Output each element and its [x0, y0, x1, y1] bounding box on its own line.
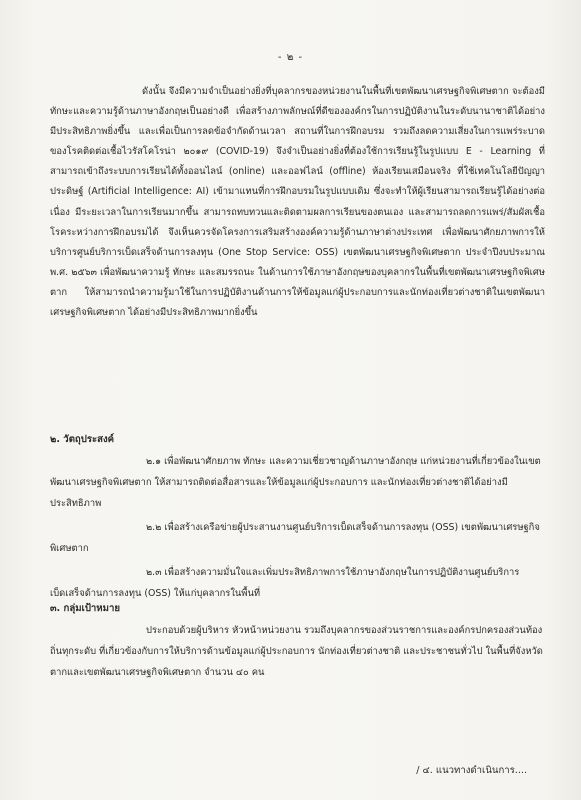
objective-item-text: ๒.๑ เพื่อพัฒนาศักยภาพ ทักษะ และความเชี่ยวชาญด้านภาษาอังกฤษ แก่หน่วยงานที่เกี่ยวข้องในเขตพัฒนาเศรษฐกิจพิเศษตาก ให้สามารถติดต่อสื่อสารและให้ข้อมูลแก่ผู้ประกอบการ และนักท่องเที่ยวต่างชาติได้อย่างมีประสิทธิภาพ — [50, 456, 541, 509]
target-group-paragraph — [50, 620, 545, 683]
objective-item — [50, 517, 545, 559]
target-group-text: ประกอบด้วยผู้บริหาร หัวหน้าหน่วยงาน รวมถึงบุคลากรของส่วนราชการและองค์กรปกครองส่วนท้องถิ่นทุกระดับ ที่เกี่ยวข้องกับการให้บริการด้านข้อมูลแก่ผู้ประกอบการ นักท่องเที่ยวต่างชาติ และประชาชนทั่วไป ในพื้นที่จังหวัดตากและเขตพัฒนาเศรษฐกิจพิเศษตาก จำนวน ๔๐ คน — [50, 625, 543, 678]
section-3-block — [50, 620, 545, 683]
intro-paragraph-block — [50, 82, 545, 323]
objective-item — [50, 562, 545, 604]
objective-item-text: ๒.๓ เพื่อสร้างความมั่นใจและเพิ่มประสิทธิภาพการใช้ภาษาอังกฤษในการปฏิบัติงานศูนย์บริการเบ็ดเสร็จด้านการลงทุน (OSS) ให้แก่บุคลากรในพื้นที่ — [50, 567, 520, 599]
section-2-items — [50, 451, 545, 604]
intro-paragraph — [50, 82, 545, 323]
section-2-heading: ๒. วัตถุประสงค์ — [50, 434, 115, 445]
objective-item-text: ๒.๒ เพื่อสร้างเครือข่ายผู้ประสานงานศูนย์บริการเบ็ดเสร็จด้านการลงทุน (OSS) เขตพัฒนาเศรษฐกิจพิเศษตาก — [50, 522, 540, 554]
section-3-heading: ๓. กลุ่มเป้าหมาย — [50, 603, 120, 614]
intro-paragraph-text: ดังนั้น จึงมีความจำเป็นอย่างยิ่งที่บุคลากรของหน่วยงานในพื้นที่เขตพัฒนาเศรษฐกิจพิเศษตาก จะต้องมีทักษะและความรู้ด้านภาษาอังกฤษเป็นอย่างดี เพื่อสร้างภาพลักษณ์ที่ดีขององค์กรในการปฏิบัติงานในระดับนานาชาติได้อย่างมีประสิทธิภาพยิ่งขึ้น และเพื่อเป็นการลดข้อจำกัดด้านเวลา สถานที่ในการฝึกอบรม รวมถึงลดความเสี่ยงในการแพร่ระบาดของโรคติดต่อเชื้อไวรัสโคโรน่า ๒๐๑๙ (COVID-19) จึงจำเป็นอย่างยิ่งที่ต้องใช้การเรียนรู้ในรูปแบบ E - Learning ที่สามารถเข้าถึงระบบการเรียนได้ทั้งออนไลน์ (online) และออฟไลน์ (offline) ห้องเรียนเสมือนจริง ที่ใช้เทคโนโลยีปัญญาประดิษฐ์ (Artificial Intelligence: AI) เข้ามาแทนที่การฝึกอบรมในรูปแบบเดิม ซึ่งจะทำให้ผู้เรียนสามารถเรียนรู้ได้อย่างต่อเนื่อง มีระยะเวลาในการเรียนมากขึ้น สามารถทบทวนและติดตามผลการเรียนของตนเอง และสามารถลดการแพร่/สัมผัสเชื้อโรคระหว่างการฝึกอบรมได้ จึงเห็นควรจัดโครงการเสริมสร้างองค์ความรู้ด้านภาษาต่างประเทศ เพื่อพัฒนาศักยภาพการให้บริการศูนย์บริการเบ็ดเสร็จด้านการลงทุน (One Stop Service: OSS) เขตพัฒนาเศรษฐกิจพิเศษตาก ประจำปีงบประมาณ พ.ศ. ๒๕๖๓ เพื่อพัฒนาความรู้ ทักษะ และสมรรถนะ ในด้านการใช้ภาษาอังกฤษของบุคลากรในพื้นที่เขตพัฒนาเศรษฐกิจพิเศษตาก ให้สามารถนำความรู้มาใช้ในการปฏิบัติงานด้านการให้ข้อมูลแก่ผู้ประกอบการและนักท่องเที่ยวต่างชาติในเขตพัฒนาเศรษฐกิจพิเศษตาก ได้อย่างมีประสิทธิภาพมากยิ่งขึ้น — [50, 86, 545, 319]
objective-item — [50, 451, 545, 514]
next-section-indicator: / ๔. แนวทางดำเนินการ.... — [416, 765, 527, 776]
page-number: - ๒ - — [277, 52, 304, 63]
